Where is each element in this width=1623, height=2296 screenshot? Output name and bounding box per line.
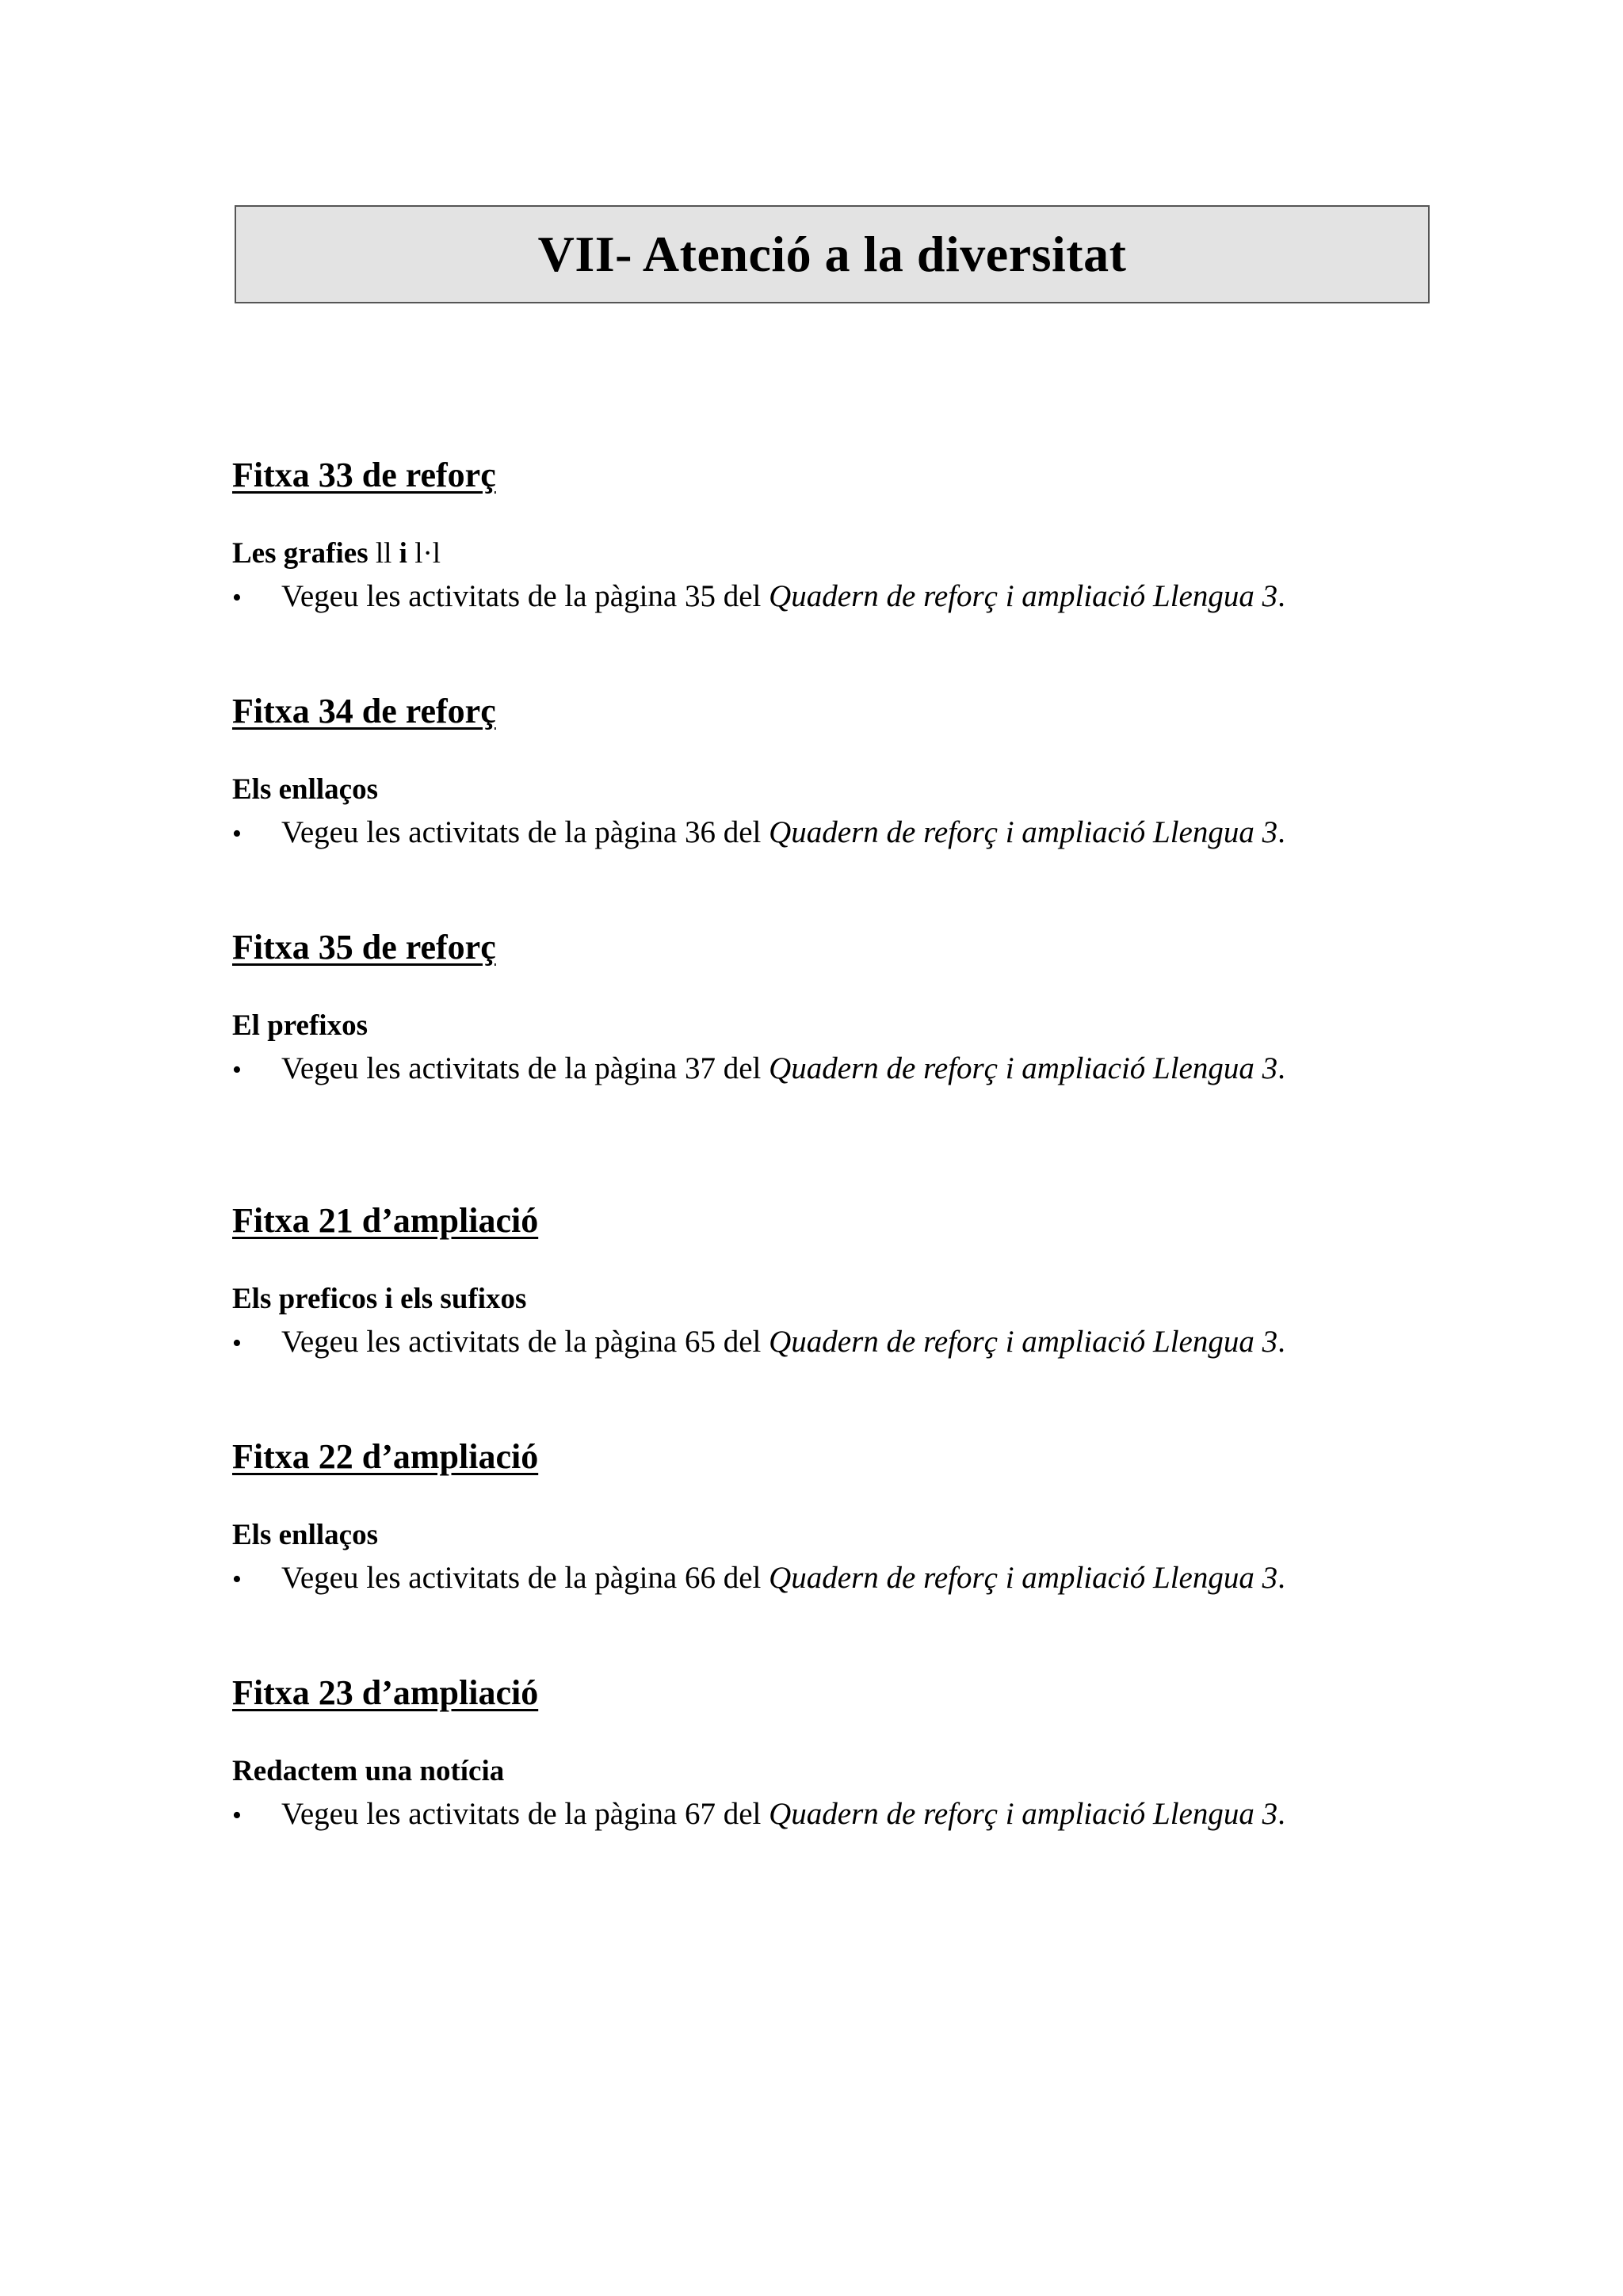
page-title: VII- Atenció a la diversitat [537,226,1127,282]
section-heading: Fitxa 35 de reforç [232,928,496,967]
section-subtitle: Redactem una notícia [232,1755,505,1787]
book-title: Quadern de reforç i ampliació Llengua 3 [769,815,1278,849]
section-heading: Fitxa 33 de reforç [232,456,496,494]
section-fitxa-21 [232,1201,1421,1359]
list-item: • Vegeu les activitats de la pàgina 37 del Quadern de reforç i ampliació Llengua 3. [232,1051,1285,1085]
bullet-icon: • [232,583,242,612]
section-heading: Fitxa 34 de reforç [232,692,496,730]
list-item: • Vegeu les activitats de la pàgina 65 del Quadern de reforç i ampliació Llengua 3. [232,1325,1285,1359]
bullet-icon: • [232,1801,242,1830]
section-subtitle: Els enllaços [232,773,378,806]
bullet-icon: • [232,819,242,849]
section-heading: Fitxa 22 d’ampliació [232,1437,539,1476]
book-title: Quadern de reforç i ampliació Llengua 3 [769,1051,1278,1085]
list-item: • Vegeu les activitats de la pàgina 67 del Quadern de reforç i ampliació Llengua 3. [232,1797,1285,1831]
bullet-icon: • [232,1329,242,1358]
section-fitxa-23 [232,1673,1421,1831]
section-subtitle: Les grafies ll i l·l [232,537,441,570]
book-title: Quadern de reforç i ampliació Llengua 3 [769,1797,1278,1831]
section-heading: Fitxa 23 d’ampliació [232,1673,539,1712]
section-fitxa-22 [232,1437,1421,1595]
book-title: Quadern de reforç i ampliació Llengua 3 [769,1325,1278,1359]
book-title: Quadern de reforç i ampliació Llengua 3 [769,579,1278,613]
section-fitxa-33 [232,456,1421,613]
bullet-icon: • [232,1055,242,1085]
section-subtitle: El prefixos [232,1009,368,1042]
book-title: Quadern de reforç i ampliació Llengua 3 [769,1561,1278,1595]
section-subtitle: Els enllaços [232,1519,378,1551]
section-heading: Fitxa 21 d’ampliació [232,1201,539,1240]
title-box [235,205,1430,303]
list-item: • Vegeu les activitats de la pàgina 35 del Quadern de reforç i ampliació Llengua 3. [232,579,1285,613]
list-item: • Vegeu les activitats de la pàgina 66 del Quadern de reforç i ampliació Llengua 3. [232,1561,1285,1595]
section-subtitle: Els preficos i els sufixos [232,1283,527,1315]
bullet-icon: • [232,1565,242,1594]
section-fitxa-35 [232,928,1421,1085]
section-fitxa-34 [232,692,1421,849]
list-item: • Vegeu les activitats de la pàgina 36 del Quadern de reforç i ampliació Llengua 3. [232,815,1285,849]
